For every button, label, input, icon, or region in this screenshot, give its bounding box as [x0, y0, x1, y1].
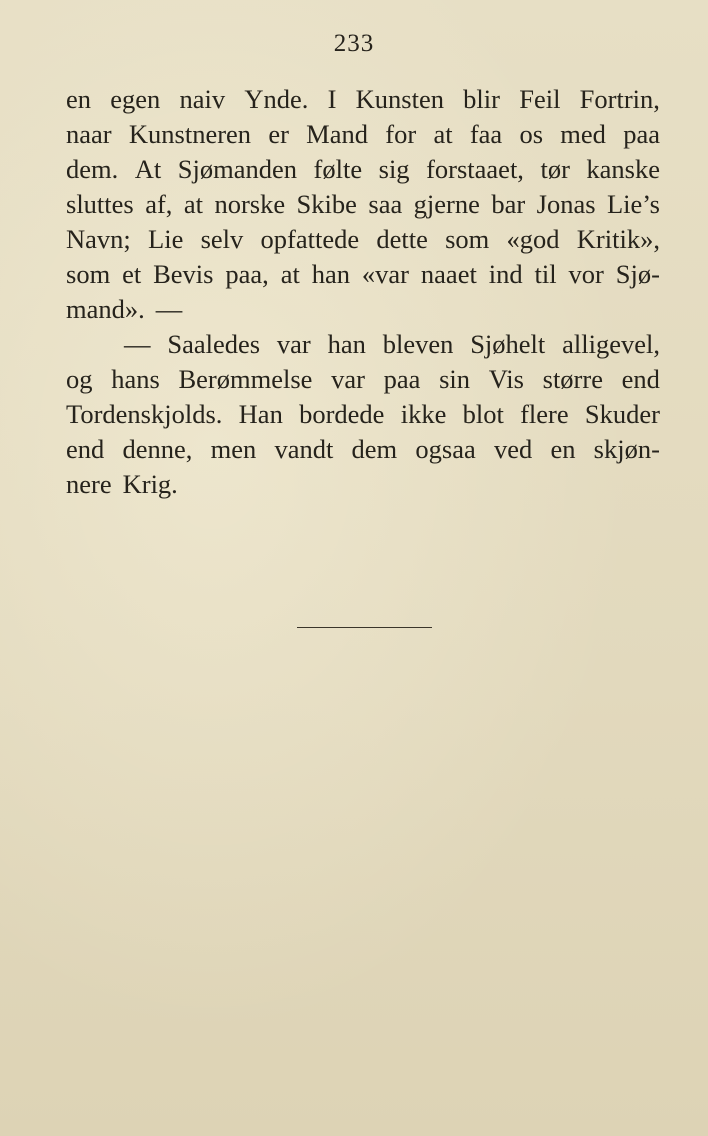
- word: bar: [491, 189, 526, 219]
- word: Lie’s: [606, 189, 660, 219]
- word: tør: [540, 154, 570, 184]
- word: Kritik»,: [576, 224, 660, 254]
- text-line: [66, 187, 660, 222]
- word: blir: [463, 84, 500, 114]
- word: norske: [214, 189, 286, 219]
- word: «var: [361, 259, 410, 289]
- word: vandt: [274, 434, 334, 464]
- text-line: [66, 82, 660, 117]
- word: Berømmelse: [178, 364, 313, 394]
- word: til: [534, 259, 557, 289]
- text-line: [66, 292, 660, 327]
- word: for: [385, 119, 417, 149]
- word: I: [327, 84, 337, 114]
- word: Kunstneren: [128, 119, 252, 149]
- paragraph-1: [66, 82, 660, 327]
- word: end: [621, 364, 660, 394]
- word: et: [122, 259, 142, 289]
- word: ind: [488, 259, 523, 289]
- word: dem.: [66, 154, 119, 184]
- word: dette: [376, 224, 428, 254]
- word: mand».: [66, 294, 145, 324]
- word: Kunsten: [355, 84, 444, 114]
- word: Skuder: [584, 399, 660, 429]
- word: alligevel,: [562, 329, 660, 359]
- word: kanske: [586, 154, 660, 184]
- word: som: [66, 259, 111, 289]
- word: blot: [462, 399, 504, 429]
- text-line: [66, 222, 660, 257]
- word: Fortrin,: [579, 84, 660, 114]
- word: «god: [506, 224, 560, 254]
- text-line: [66, 467, 660, 502]
- word: ikke: [400, 399, 447, 429]
- body-text: [66, 82, 660, 502]
- word: os: [519, 119, 544, 149]
- word: bleven: [382, 329, 454, 359]
- word: naiv: [179, 84, 226, 114]
- word: egen: [110, 84, 161, 114]
- word: opfattede: [260, 224, 360, 254]
- word: Sjøhelt: [470, 329, 546, 359]
- word: saa: [368, 189, 403, 219]
- word: at: [183, 189, 203, 219]
- word: gjerne: [413, 189, 480, 219]
- word: Bevis: [153, 259, 214, 289]
- word: naaet: [420, 259, 477, 289]
- word: At: [134, 154, 162, 184]
- word: han: [327, 329, 366, 359]
- word: sluttes: [66, 189, 134, 219]
- word: Han: [238, 399, 283, 429]
- word: af,: [145, 189, 173, 219]
- word: en: [66, 84, 92, 114]
- word: end: [66, 434, 105, 464]
- word: men: [210, 434, 257, 464]
- word: selv: [200, 224, 244, 254]
- word: naar: [66, 119, 112, 149]
- word: hans: [111, 364, 160, 394]
- word: Feil: [519, 84, 561, 114]
- word: sig: [378, 154, 410, 184]
- text-line: [66, 362, 660, 397]
- text-line: [66, 397, 660, 432]
- word: ved: [493, 434, 533, 464]
- word: var: [331, 364, 365, 394]
- word: flere: [520, 399, 569, 429]
- word: faa: [469, 119, 503, 149]
- word: skjøn-: [593, 434, 660, 464]
- word: at: [433, 119, 453, 149]
- word: større: [542, 364, 603, 394]
- word: Sjømanden: [177, 154, 298, 184]
- text-line: [66, 152, 660, 187]
- word: Skibe: [296, 189, 357, 219]
- word: paa: [623, 119, 660, 149]
- word: og: [66, 364, 93, 394]
- text-line: [66, 117, 660, 152]
- word: med: [560, 119, 606, 149]
- word: Ynde.: [244, 84, 309, 114]
- word: —: [124, 329, 151, 359]
- word: er: [268, 119, 289, 149]
- word: ogsaa: [415, 434, 476, 464]
- word: dem: [351, 434, 398, 464]
- text-line: [66, 327, 660, 362]
- paragraph-2: [66, 327, 660, 502]
- word: Saaledes: [167, 329, 261, 359]
- word: —: [155, 294, 183, 324]
- word: paa,: [225, 259, 269, 289]
- word: Vis: [488, 364, 524, 394]
- word: Jonas: [536, 189, 596, 219]
- word: Sjø-: [615, 259, 660, 289]
- word: som: [445, 224, 490, 254]
- word: følte: [313, 154, 363, 184]
- word: paa: [383, 364, 421, 394]
- word: at: [280, 259, 300, 289]
- text-line: [66, 432, 660, 467]
- word: Lie: [148, 224, 184, 254]
- word: Krig.: [122, 469, 178, 499]
- word: en: [550, 434, 576, 464]
- word: Tordenskjolds.: [66, 399, 223, 429]
- word: var: [276, 329, 311, 359]
- text-line: [66, 257, 660, 292]
- word: Navn;: [66, 224, 131, 254]
- word: denne,: [122, 434, 193, 464]
- word: nere: [66, 469, 112, 499]
- word: han: [311, 259, 351, 289]
- word: sin: [439, 364, 471, 394]
- word: Mand: [306, 119, 368, 149]
- word: vor: [568, 259, 604, 289]
- word: forstaaet,: [426, 154, 524, 184]
- word: bordede: [299, 399, 385, 429]
- page-number: 233: [333, 30, 375, 57]
- section-divider: [297, 627, 432, 628]
